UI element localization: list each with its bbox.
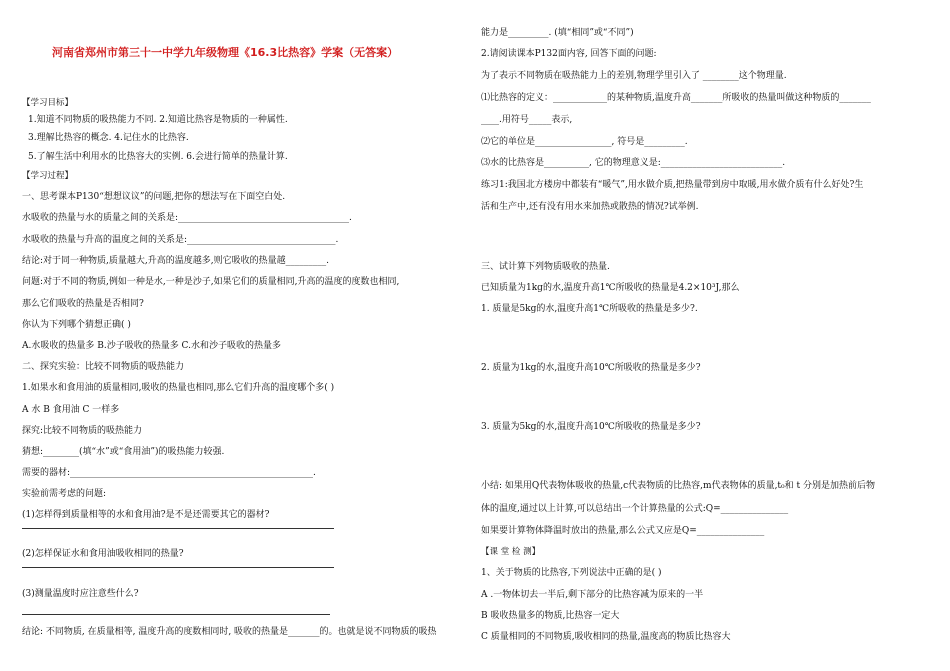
answer-line <box>22 528 334 529</box>
option-line: A .一物体切去一半后,剩下部分的比热容减为原来的一半 <box>481 590 704 600</box>
text-line: 猜想:________(填“水”或“食用油”)的吸热能力较强. <box>22 447 225 457</box>
section-heading: 【学习目标】 <box>22 98 74 108</box>
text-line: 需要的器材:______________________________________________________. <box>22 468 316 478</box>
option-line: C 质量相同的不同物质,吸收相同的热量,温度高的物质比热容大 <box>481 632 731 642</box>
text-line: 已知质量为1kg的水,温度升高1℃所吸收的热量是4.2×10³J,那么 <box>481 283 740 293</box>
text-line: 活和生产中,还有没有用水来加热或散热的情况?试举例. <box>481 202 699 212</box>
section-heading: 【课 堂 检 测】 <box>481 547 541 557</box>
text-line: A.水吸收的热量多 B.沙子吸收的热量多 C.水和沙子吸收的热量多 <box>22 341 281 351</box>
text-line: 二、探究实验：比较不同物质的吸热能力 <box>22 362 185 372</box>
question-line: 1. 质量是5kg的水,温度升高1℃所吸收的热量是多少?. <box>481 304 698 314</box>
text-line: 1.知道不同物质的吸热能力不同. 2.知道比热容是物质的一种属性. <box>28 115 288 125</box>
text-line: 5.了解生活中利用水的比热容大的实例. 6.会进行简单的热量计算. <box>28 152 288 162</box>
text-line: ____.用符号_____表示, <box>481 115 573 125</box>
answer-line <box>22 614 330 615</box>
text-line: ⑵它的单位是_________________, 符号是_________. <box>481 137 688 147</box>
text-line: 2.请阅读课本P132面内容, 回答下面的问题: <box>481 49 657 59</box>
text-line: 一、思考课本P130“想想议议”的问题,把你的想法写在下面空白处. <box>22 192 286 202</box>
text-line: 问题:对于不同的物质,例如一种是水,一种是沙子,如果它们的质量相同,升高的温度的度数也相同, <box>22 277 400 287</box>
question-line: 3. 质量为5kg的水,温度升高10℃所吸收的热量是多少? <box>481 422 701 432</box>
text-line: 练习1:我国北方楼房中都装有“暖气”,用水做介质,把热量带到房中取暖,用水做介质有什么好处?生 <box>481 180 864 190</box>
text-line: 实验前需考虑的问题: <box>22 489 107 499</box>
text-line: (1)怎样得到质量相等的水和食用油?是不是还需要其它的器材? <box>22 510 270 520</box>
text-line: 结论: 不同物质, 在质量相等, 温度升高的度数相同时, 吸收的热量是_______的。也就是说不同物质的吸热 <box>22 627 437 637</box>
text-line: 能力是_________. (填“相同”或“不同”) <box>481 28 634 38</box>
text-line: 1.如果水和食用油的质量相同,吸收的热量也相同,那么它们升高的温度哪个多( ) <box>22 383 335 393</box>
text-line: ⑶水的比热容是__________, 它的物理意义是:___________________________. <box>481 158 786 168</box>
text-line: ⑴比热容的定义：____________的某种物质,温度升高_______所吸收的热量叫做这种物质的_______ <box>481 93 871 103</box>
text-line: 探究:比较不同物质的吸热能力 <box>22 426 143 436</box>
text-line: 那么它们吸收的热量是否相同? <box>22 299 144 309</box>
text-line: 1、关于物质的比热容,下列说法中正确的是( ) <box>481 568 662 578</box>
text-line: 结论:对于同一种物质,质量越大,升高的温度越多,则它吸收的热量越_________. <box>22 256 329 266</box>
text-line: 水吸收的热量与水的质量之间的关系是:______________________________________. <box>22 213 352 223</box>
text-line: 如果要计算物体降温时放出的热量,那么公式又应是Q=_______________ <box>481 526 765 536</box>
text-line: 体的温度,通过以上计算,可以总结出一个计算热量的公式:Q=_______________ <box>481 504 789 514</box>
answer-line <box>22 567 334 568</box>
question-line: 2. 质量为1kg的水,温度升高10℃所吸收的热量是多少? <box>481 363 701 373</box>
text-line: (3)测量温度时应注意些什么? <box>22 589 139 599</box>
text-line: (2)怎样保证水和食用油吸收相同的热量? <box>22 549 184 559</box>
text-line: A 水 B 食用油 C 一样多 <box>22 405 120 415</box>
text-line: 小结: 如果用Q代表物体吸收的热量,c代表物质的比热容,m代表物体的质量,t₀和 t 分别是加热前后物 <box>481 481 875 491</box>
text-line: 3.理解比热容的概念. 4.记住水的比热容. <box>28 133 189 143</box>
text-line: 你认为下列哪个猜想正确( ) <box>22 320 131 330</box>
text-line: 水吸收的热量与升高的温度之间的关系是:_________________________________. <box>22 235 339 245</box>
page-title: 河南省郑州市第三十一中学九年级物理《16.3比热容》学案（无答案） <box>52 46 399 59</box>
section-heading: 【学习过程】 <box>22 171 74 181</box>
text-line: 为了表示不同物质在吸热能力上的差别,物理学里引入了 ________这个物理量. <box>481 71 787 81</box>
section-heading: 三、试计算下列物质吸收的热量. <box>481 262 610 272</box>
option-line: B 吸收热量多的物质,比热容一定大 <box>481 611 620 621</box>
